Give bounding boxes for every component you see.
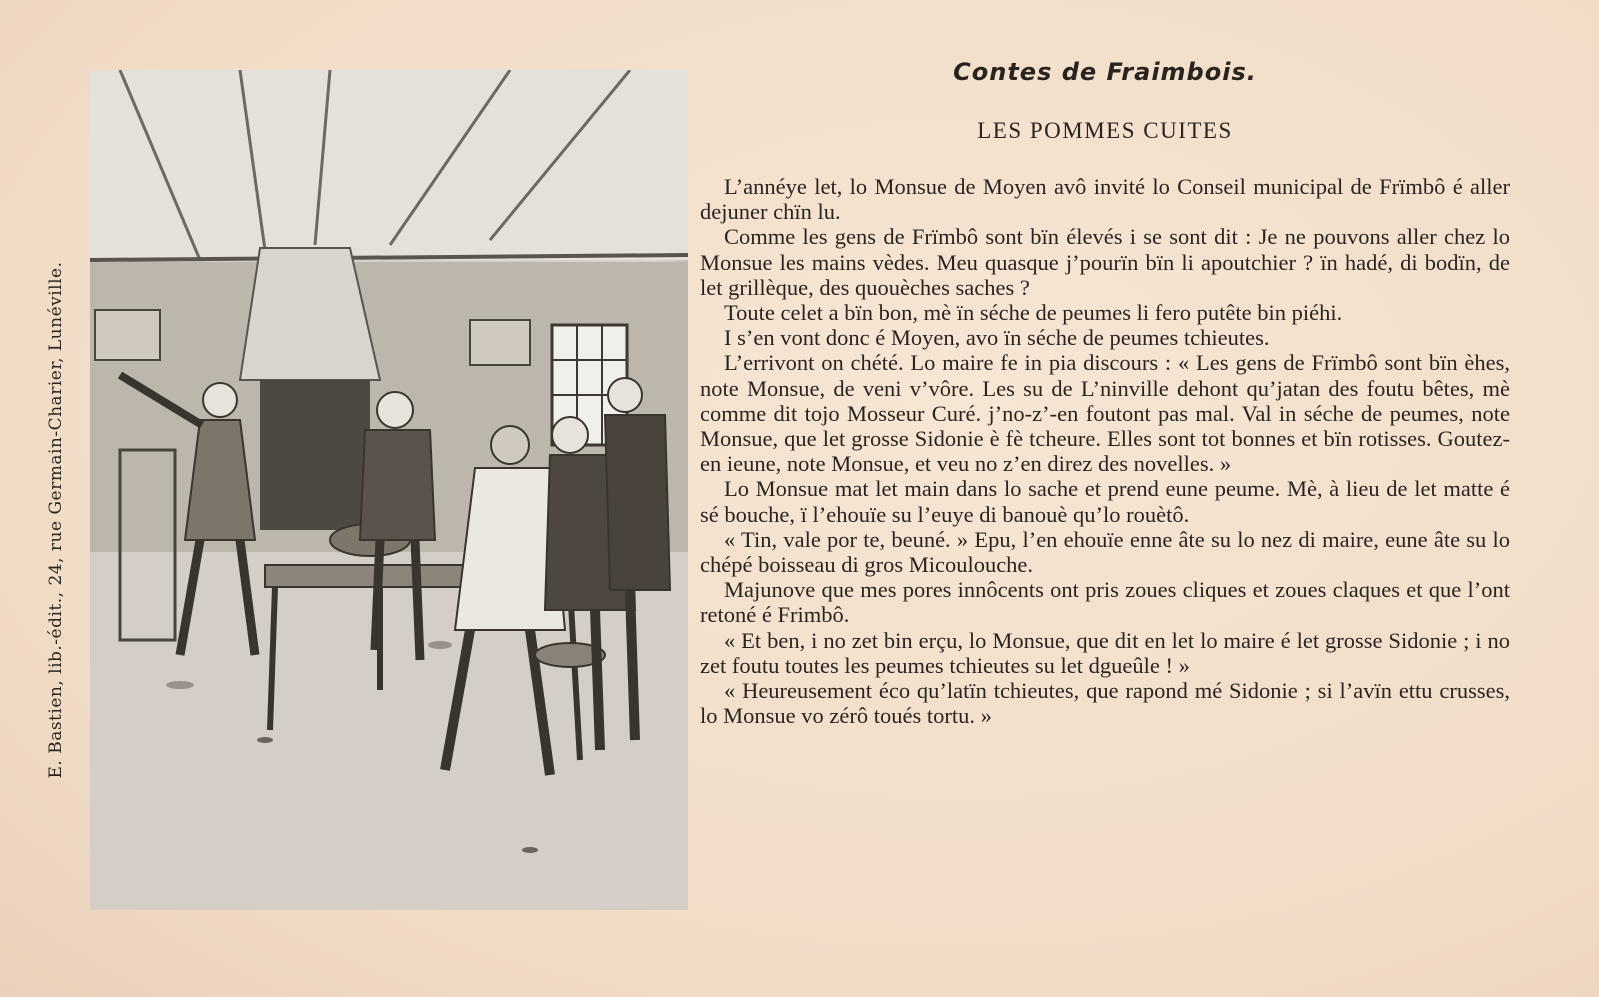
story-paragraph: Lo Monsue mat let main dans lo sache et prend eune peume. Mè, à lieu de let matte é sé bouche, ï l’ehouïe su l’euye di banouè qu’lo rouètô. xyxy=(700,476,1510,527)
story-paragraph: « Tin, vale por te, beuné. » Epu, l’en ehouïe enne âte su lo nez di maire, eune âte su lo chépé boisseau di gros Micoulouche. xyxy=(700,526,1510,578)
story-collection-title: Contes de Fraimbois. xyxy=(953,58,1257,86)
publisher-caption: E. Bastien, lib.-édit., 24, rue Germain-Charier, Lunéville. xyxy=(46,261,66,779)
story-paragraph: Majunove que mes pores innôcents ont pris zoues cliques et zoues claques et que l’ont retoné é Frimbô. xyxy=(700,577,1510,628)
story-title: LES POMMES CUITES xyxy=(977,118,1233,143)
story-paragraph: I s’en vont donc é Moyen, avo ïn séche de peumes tchieutes. xyxy=(724,325,1270,351)
story-paragraph: « Et ben, i no zet bin erçu, lo Monsue, que dit en let lo maire é let grosse Sidonie ; i no zet foutu toutes les peumes tchieutes su let dgueûle ! » xyxy=(700,627,1510,678)
story-paragraph: « Heureusement éco qu’latïn tchieutes, que rapond mé Sidonie ; si l’avïn ettu crusses, lo Monsue vo zérô toués tortu. » xyxy=(700,678,1510,729)
story-paragraph: Comme les gens de Frïmbô sont bïn élevés i se sont dit : Je ne pouvons aller chez lo Monsue les mains vèdes. Meu quasque j’pourïn bïn li apoutchier ? ïn hadé, di bodïn, de let grillèque, des quouèches saches ? xyxy=(700,224,1510,300)
story-paragraph: Toute celet a bïn bon, mè ïn séche de peumes li fero putête bin piéhi. xyxy=(724,300,1343,326)
story-paragraph: L’annéye let, lo Monsue de Moyen avô invité lo Conseil municipal de Frïmbô é aller dejuner chïn lu. xyxy=(700,174,1510,225)
engraving-scene-icon xyxy=(90,70,688,910)
story-text xyxy=(700,174,1510,728)
illustration-engraving xyxy=(90,70,688,910)
story-paragraph: L’errivont on chété. Lo maire fe in pia discours : « Les gens de Frïmbô sont bïn èhes, note Monsue, de veni v’vôre. Les su de L’ninville dehont qu’jatan des foutu bêtes, mè comme dit tojo Mosseur Curé. j’no-z’-en foutont pas mal. Val in séche de peumes, note Monsue, que let grosse Sidonie è fè tcheure. Elles sont tot bonnes et bïn rotisses. Goutez-en ieune, note Monsue, et veu no z’en direz des novelles. » xyxy=(700,350,1510,477)
